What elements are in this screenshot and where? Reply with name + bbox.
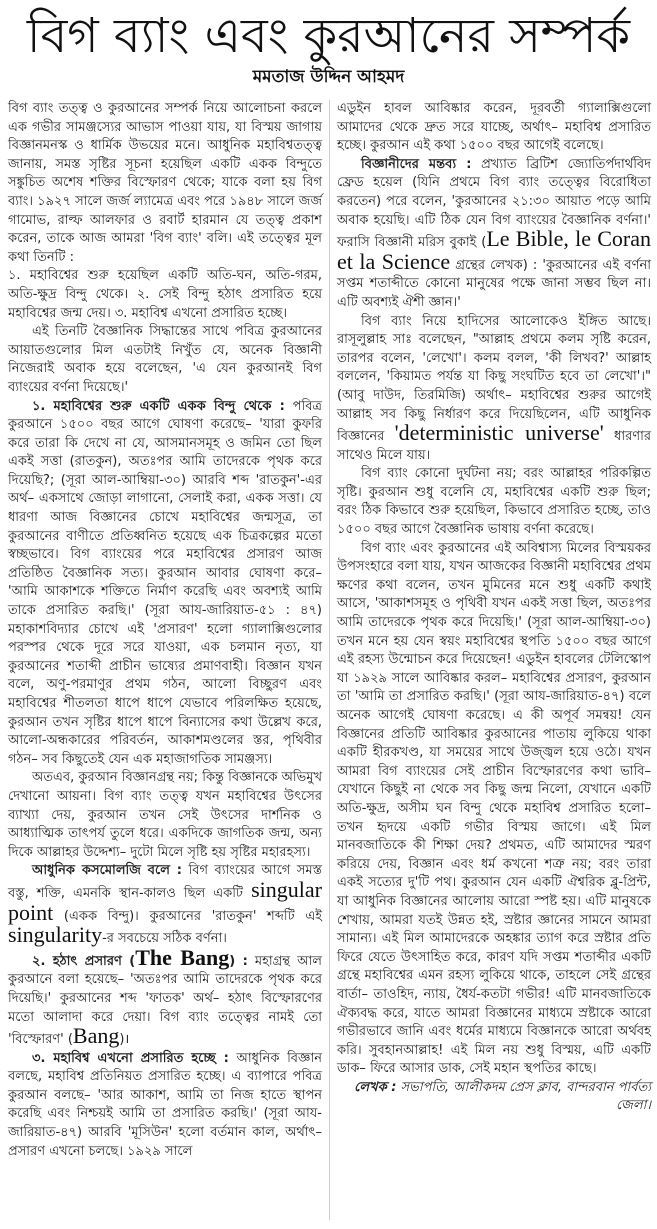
article-paragraph (8, 323, 322, 397)
paragraph-text: ধারণার সাথেও মিলে যায়। (337, 429, 652, 463)
paragraph-text: গ্রন্থের লেখক) : 'কুরআনের এই বর্ণনা সপ্তম শতাব্দীতে কোনো মানুষের পক্ষে জানা সম্ভব ছিল না। এটি অবশ্যই ঐশী জ্ঞান।' (337, 257, 651, 310)
inline-heading: ৩. মহাবিশ্ব এখনো প্রসারিত হচ্ছে : (32, 1050, 229, 1066)
article-paragraph (337, 540, 651, 1079)
paragraph-text: মহাগ্রন্থ আল কুরআনে বলা হয়েছে– 'অতঃপর আমি তাদেরকে পৃথক করে দিয়েছি।' কুরআনের শব্দ 'ফাতক' অর্থ– হঠাৎ বিস্ফোরণের মতো আলাদা করে দেয়া। বিগ ব্যাং তত্ত্বের নামই তো 'বিস্ফোরণ' ( (8, 953, 322, 1048)
english-term: The Bang (135, 944, 230, 970)
paragraph-text: অতএব, কুরআন বিজ্ঞানগ্রন্থ নয়; কিন্তু বিজ্ঞানকে অভিমুখ দেখানো আয়না। বিগ ব্যাং তত্ত্ব যখন মহাবিশ্বের উৎসের ব্যাখ্যা দেয়, কুরআন তখন সেই উৎসের দার্শনিক ও আধ্যাত্মিক তাৎপর্য তুলে ধরে। একদিকে জাগতিক জন্ম, অন্য দিকে আল্লাহর উদ্দেশ্য– দুটো মিলে সৃষ্টি হয় সৃষ্টির মহারহস্য। (8, 770, 322, 860)
article-paragraph (337, 313, 651, 466)
inline-heading: ১. মহাবিশ্বের শুরু একটি একক বিন্দু থেকে : (32, 398, 285, 414)
paragraph-text: পবিত্র কুরআনে ১৫০০ বছর আগে ঘোষণা করেছে– 'যারা কুফরি করে তারা কি দেখে না যে, আসমানসমূহ ও জমিন তো ছিল একই সত্তা (রাতকুন), অতঃপর আমি তাদেরকে পৃথক করে দিয়েছি?; (সূরা আল-আম্বিয়া-৩০) আরবি শব্দ 'রাতকুন'-এর অর্থ– একসাথে জোড়া লাগানো, সেলাই করা, একক সত্তা। যে ধারণা আজ বিজ্ঞানের চোখে মহাবিশ্বের জন্মসূত্র, তা কুরআনের বাণীতে প্রতিধ্বনিত হয়েছে এক চিত্রকল্পের মতো স্বচ্ছভাবে। বিগ ব্যাংয়ের পরে মহাবিশ্বের প্রসারণ আজ প্রতিষ্ঠিত বৈজ্ঞানিক সত্য। কুরআন আবার ঘোষণা করে– 'আমি আকাশকে শক্তিতে নির্মাণ করেছি এবং অবশ্যই আমি তাকে প্রসারিত করছি।' (সূরা আয-জারিয়াত-৫১ : ৪৭) মহাকাশবিদ্যার চোখে এই 'প্রসারণ' হলো গ্যালাক্সিগুলোর পরস্পর থেকে দূরে সরে যাওয়া, এক চলমান নৃত্য, যা কুরআনের শতাব্দী প্রাচীন ভাষ্যের প্রমাণবাহী। বিজ্ঞান যখন বলে, অণু-পরমাণুর প্রথম গঠন, আলো বিচ্ছুরণ এবং মহাবিশ্বের শীতলতা ধাপে ধাপে যেভাবে পরিলক্ষিত হয়েছে, কুরআন তখন সৃষ্টির ধাপে ধাপে বিন্যাসের কথা উল্লেখ করে, আলো-অন্ধকারের পরিবর্তন, আকাশমণ্ডলের স্তর, পৃথিবীর গঠন– সব কিছুতেই যেন এক মহাজাগতিক সামঞ্জস্য। (8, 398, 322, 767)
english-term: Bang (72, 1023, 120, 1049)
article-paragraph (8, 769, 322, 862)
paragraph-text: এডুইন হাবল আবিষ্কার করেন, দূরবর্তী গ্যালাক্সিগুলো আমাদের থেকে দ্রুত সরে যাচ্ছে, অর্থাৎ– মহাবিশ্ব প্রসারিত হচ্ছে। কুরআন এই কথা ১৫০০ বছর আগেই বলেছে। (337, 101, 651, 154)
inline-heading: ২. হঠাৎ প্রসারণ ( (32, 953, 136, 969)
article-paragraph (8, 100, 322, 267)
article-paragraph (8, 398, 322, 770)
inline-heading: আধুনিক কসমোলজি বলে : (32, 863, 183, 879)
author-note (337, 1079, 651, 1116)
paragraph-text: বিগ ব্যাং তত্ত্ব ও কুরআনের সম্পর্ক নিয়ে আলোচনা করলে এক গভীর সামঞ্জস্যের আভাস পাওয়া যায়, যা বিস্ময় জাগায় বিজ্ঞানমনস্ক ও ধার্মিক উভয়ের মনে। আধুনিক মহাবিশ্বতত্ত্ব জানায়, সমস্ত সৃষ্টির সূচনা হয়েছিল একটি একক বিন্দুতে সঙ্কুচিত অশেষ শক্তির বিস্ফোরণ থেকে; যাকে বলা হয় বিগ ব্যাং। ১৯২৭ সালে জর্জ ল্যামেত্র এবং পরে ১৯৪৮ সালে জর্জ গামোভ, রাল্ফ আলফার ও রবার্ট হারমান যে তত্ত্ব প্রকাশ করেন, তাকে আজ আমরা 'বিগ ব্যাং' বলি। এই তত্ত্বের মূল কথা তিনটি : (8, 101, 322, 265)
paragraph-text: বিগ ব্যাং এবং কুরআনের এই অবিশ্বাস্য মিলের বিস্ময়কর উপসংহারে বলা যায়, যখন আজকের বিজ্ঞানী মহাবিশ্বের প্রথম ক্ষণের কথা বলেন, তখন মুমিনের মনে শুধু একটি কথাই আসে, 'আকাশসমূহ ও পৃথিবী যখন একই সত্তা ছিল, অতঃপর আমি তাদেরকে পৃথক করে দিয়েছি।' (সূরা আল-আম্বিয়া-৩০) তখন মনে হয় যেন স্বয়ং মহাবিশ্বের স্থপতি ১৫০০ বছর আগে এই রহস্য উন্মোচন করে দিয়েছেন! এডুইন হাবলের টেলিস্কোপ যা ১৯২৯ সালে আবিষ্কার করল– মহাবিশ্বের প্রসারণ, কুরআন তা 'আমি তা প্রসারিত করছি।' (সূরা আয-জারিয়াত-৪৭) বলে অনেক আগেই ঘোষণা করেছে। এ কী অপূর্ব সমন্বয়! যেন বিজ্ঞানের প্রতিটি আবিষ্কার কুরআনের পাতায় লুকিয়ে থাকা একটি হীরকখণ্ড, যা সময়ের সাথে উজ্জ্বল হয়ে ওঠে। যখন আমরা বিগ ব্যাংয়ের সেই প্রাচীন বিস্ফোরণের কথা ভাবি– যেখানে কিছুই না থেকে সব কিছু জন্ম নিলো, যেখানে একটি অতি-ক্ষুদ্র, অসীম ঘন বিন্দু থেকে মহাবিশ্ব প্রসারিত হলো– তখন হৃদয়ে একটি গভীর বিস্ময় জাগে। এই মিল মানবজাতিকে কী শিক্ষা দেয়? প্রথমত, এটি আমাদের স্মরণ করিয়ে দেয়, বিজ্ঞান এবং ধর্ম কখনো শত্রু নয়; বরং তারা একই সত্যের দু'টি পথ। কুরআন যেন একটি ঐশ্বরিক ব্লু-প্রিন্ট, যা আধুনিক বিজ্ঞানের আলোয় আরো স্পষ্ট হয়। এটি মানুষকে শেখায়, আমরা যতই উন্নত হই, স্রষ্টার জ্ঞানের সামনে আমরা সামান্য। এই মিল আমাদেরকে অহঙ্কার ত্যাগ করে স্রষ্টার প্রতি ফিরে যেতে উৎসাহিত করে, কারণ যদি সপ্তম শতাব্দীর একটি গ্রন্থে মহাবিশ্বের এমন রহস্য লুকিয়ে থাকে, তাহলে সেই গ্রন্থের বার্তা– তাওহিদ, ন্যায়, ধৈর্য-কতটা গভীর! এটি মানবজাতিকে ঐক্যবদ্ধ করে, যাতে আমরা বিজ্ঞানের মাধ্যমে স্রষ্টাকে আরো গভীরভাবে জানি এবং ধর্মের মাধ্যমে বিজ্ঞানকে আরো অর্থবহ করি। সুবহানআল্লাহ! এই মিল নয় শুধু বিস্ময়, এটি একটি ডাক– ফিরে আসার ডাক, সেই মহান স্থপতির কাছে। (337, 540, 651, 1077)
article-column-left (8, 100, 322, 1161)
paragraph-text: -র সবচেয়ে সঠিক বর্ণনা। (102, 931, 227, 947)
article-paragraph (8, 862, 322, 948)
column-divider (329, 100, 330, 1220)
article-column-right (337, 100, 651, 1116)
english-term: Le Bible, le Coran et la Science (337, 226, 651, 274)
article-paragraph (337, 156, 651, 313)
article-paragraph (8, 1050, 322, 1162)
paragraph-text: বিগ ব্যাংয়ের আগে সমস্ত বস্তু, শক্তি, এমনকি স্থান-কালও ছিল একটি (8, 863, 322, 901)
paragraph-text: এই তিনটি বৈজ্ঞানিক সিদ্ধান্তের সাথে পবিত্র কুরআনের আয়াতগুলোর মিল এতটাই নিখুঁত যে, অনেক বিজ্ঞানী নিজেরাই অবাক হয়ে বলেছেন, 'এ যেন কুরআনই বিগ ব্যাংয়ের বর্ণনা দিয়েছে।' (8, 324, 322, 395)
inline-heading: বিজ্ঞানীদের মন্তব্য : (361, 156, 472, 172)
english-term: 'deterministic universe' (394, 420, 604, 446)
english-term: singularity (8, 922, 103, 948)
article-title: বিগ ব্যাং এবং কুরআনের সম্পর্ক (26, 8, 631, 64)
paragraph-text: প্রখ্যাত ব্রিটিশ জ্যোতির্পদার্থবিদ ফ্রেড হয়েল (যিনি প্রথমে বিগ ব্যাং তত্ত্বের বিরোধিতা করতেন) পরে বলেন, 'কুরআনের ২১:৩০ আয়াত পড়ে আমি অবাক হয়েছি। এটি ঠিক যেন বিগ ব্যাংয়ের বৈজ্ঞানিক বর্ণনা।' ফরাসি বিজ্ঞানী মরিস বুকাই ( (337, 156, 651, 251)
article-paragraph (337, 100, 651, 156)
paragraph-text: বিগ ব্যাং কোনো দুর্ঘটনা নয়; বরং আল্লাহর পরিকল্পিত সৃষ্টি। কুরআন শুধু বলেনি যে, মহাবিশ্বের একটি শুরু ছিল; বরং ঠিক কিভাবে শুরু হয়েছিল, কিভাবে প্রসারিত হচ্ছে, তাও ১৫০০ বছর আগে বৈজ্ঞানিক ভাষায় বর্ণনা করেছে। (337, 466, 651, 538)
author-byline: মমতাজ উদ্দিন আহমদ (252, 67, 405, 87)
inline-heading: ) : (229, 953, 248, 969)
article-paragraph (8, 267, 322, 323)
paragraph-text: ১. মহাবিশ্বের শুরু হয়েছিল একটি অতি-ঘন, অতি-গরম, অতি-ক্ষুদ্র বিন্দু থেকে। ২. সেই বিন্দু হঠাৎ প্রসারিত হয়ে মহাবিশ্বের জন্ম দেয়। ৩. মহাবিশ্ব এখনো প্রসারিত হচ্ছে। (8, 268, 322, 321)
paragraph-text: )। (119, 1032, 130, 1048)
paragraph-text: সভাপতি, আলীকদম প্রেস ক্লাব, বান্দরবান পার্বত্য জেলা। (396, 1079, 651, 1114)
article-paragraph (8, 944, 322, 1050)
inline-heading: লেখক : (354, 1079, 397, 1095)
paragraph-text: আধুনিক বিজ্ঞান বলছে, মহাবিশ্ব প্রতিনিয়ত প্রসারিত হচ্ছে। এ ব্যাপারে পবিত্র কুরআন বলছে– 'আর আকাশ, আমি তা নিজ হাতে স্থাপন করেছি এবং নিশ্চয়ই আমি তা প্রসারিত করছি।' (সূরা আয-জারিয়াত-৪৭) আরবি 'মূসিউন' হলো বর্তমান কাল, অর্থাৎ– প্রসারণ এখনো চলছে। ১৯২৯ সালে (8, 1050, 323, 1159)
paragraph-text: বিগ ব্যাং নিয়ে হাদিসের আলোকেও ইঙ্গিত আছে। রাসূলুল্লাহ সাঃ বলেছেন, "আল্লাহ প্রথমে কলম সৃষ্টি করেন, তারপর বলেন, 'লেখো'। কলম বলল, 'কী লিখব?' আল্লাহ বললেন, 'কিয়ামত পর্যন্ত যা কিছু সংঘটিত হবে তা লেখো'।" (আবু দাউদ, তিরমিজি) অর্থাৎ– মহাবিশ্বের শুরুর আগেই আল্লাহ সব কিছু নির্ধারণ করে দিয়েছিলেন, এটি আধুনিক বিজ্ঞানের (337, 313, 651, 445)
paragraph-text: (একক বিন্দু)। কুরআনের 'রাতকুন' শব্দটি এই (53, 908, 322, 924)
article-paragraph (337, 465, 651, 539)
english-term: singular point (8, 876, 322, 925)
